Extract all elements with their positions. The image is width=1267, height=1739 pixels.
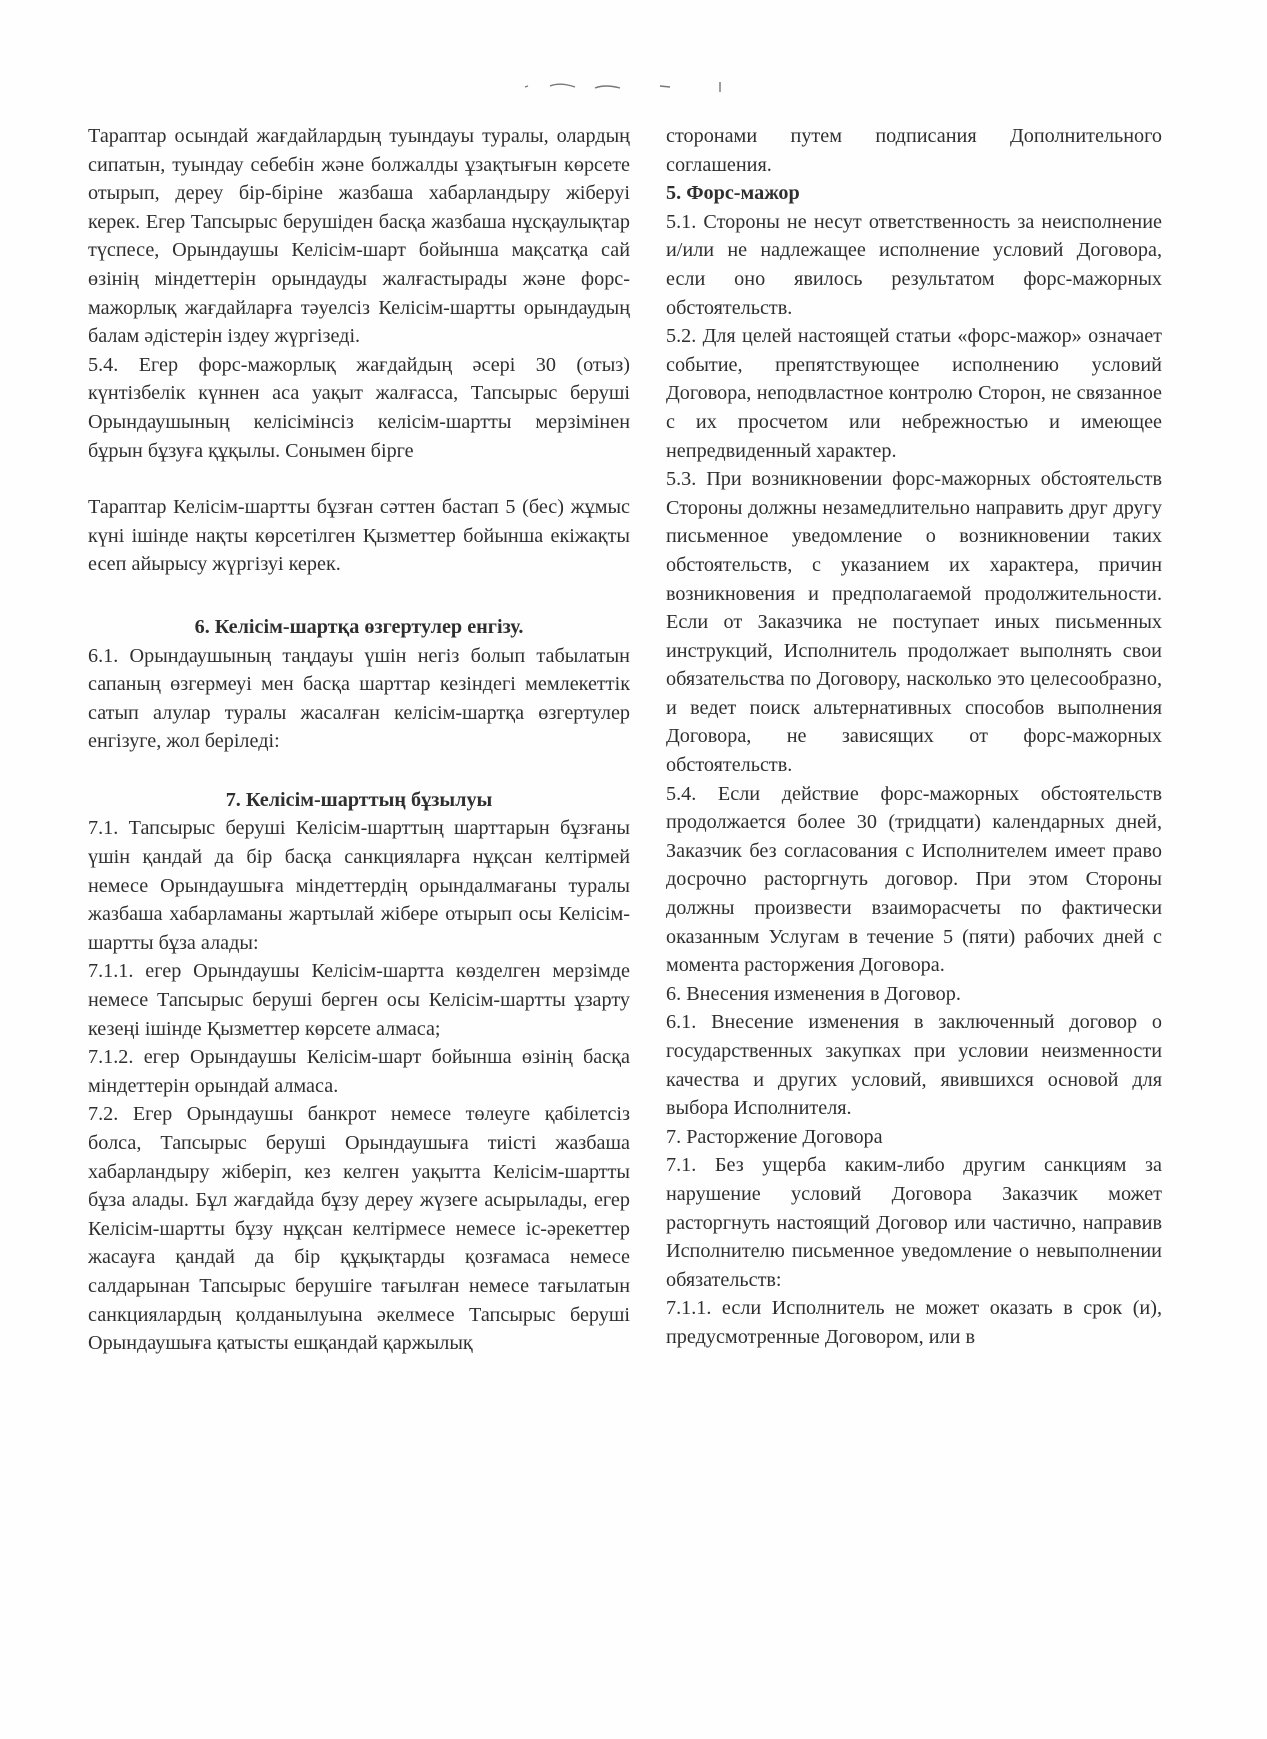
section-6-heading-kz: 6. Келісім-шартқа өзгертулер енгізу. [194, 615, 524, 638]
paragraph-settlement-kz: Тараптар Келісім-шартты бұзған сәттен бастап 5 (бес) жұмыс күні ішінде нақты көрсетілген Қызметтер бойынша екіжақты есеп айырысу жүргізуі керек. [88, 496, 630, 576]
paragraph-parties-notice: Тараптар осындай жағдайлардың туындауы туралы, олардың сипатын, туындау себебін және болжалды ұзақтығын көрсете отырып, дереу бір-біріне жазбаша хабарландыру жіберуі керек. Егер Тапсырыс берушіден басқа жазбаша нұсқаулықтар түспесе, Орындаушы Келісім-шарт бойынша мақсатқа сай өзінің міндеттерін орындауды жалғастырады және форс-мажорлық жағдайларға тәуелсіз Келісім-шартты орындаудың балам әдістерін іздеу жүргізеді. [88, 125, 630, 348]
spacer [88, 756, 630, 786]
paragraph-5-1-ru: 5.1. Стороны не несут ответственность за неисполнение и/или не надлежащее исполнение условий Договора, если оно явилось результатом форс-мажорных обстоятельств. [666, 210, 1162, 319]
paragraph-7-1-ru: 7.1. Без ущерба каким-либо другим санкциям за нарушение условий Договора Заказчик может расторгнуть настоящий Договор или частично, направив Исполнителю письменное уведомление о невыполнении обязательств: [666, 1154, 1162, 1291]
spacer [88, 465, 630, 493]
section-6-heading-ru: 6. Внесения изменения в Договор. [666, 982, 961, 1005]
paragraph-7-1-1-kz: 7.1.1. егер Орындаушы Келісім-шартта көзделген мерзімде немесе Тапсырыс беруші берген осы Келісім-шартты ұзарту кезеңі ішінде Қызметтер көрсете алмаса; [88, 960, 630, 1040]
section-5-heading-ru: 5. Форс-мажор [666, 182, 800, 205]
russian-column [666, 122, 1162, 1352]
paragraph-5-3-ru: 5.3. При возникновении форс-мажорных обстоятельств Стороны должны незамедлительно направить друг другу письменное уведомление о возникновении таких обстоятельств, с указанием их характера, причин возникновения и предполагаемой продолжительности. Если от Заказчика не поступает иных письменных инструкций, Исполнитель продолжает выполнять свои обязательства по Договору, насколько это целесообразно, и ведет поиск альтернативных способов выполнения Договора, не зависящих от форс-мажорных обстоятельств. [666, 468, 1162, 777]
section-7-heading-kz: 7. Келісім-шарттың бұзылуы [225, 788, 493, 811]
paragraph-7-1-2-kz: 7.1.2. егер Орындаушы Келісім-шарт бойынша өзінің басқа міндеттерін орындай алмаса. [88, 1046, 630, 1097]
scan-artifact-mark [520, 80, 740, 94]
paragraph-7-1-1-ru: 7.1.1. если Исполнитель не может оказать в срок (и), предусмотренные Договором, или в [666, 1297, 1162, 1348]
paragraph-7-2-kz: 7.2. Егер Орындаушы банкрот немесе төлеуге қабілетсіз болса, Тапсырыс беруші Орындаушыға тиісті жазбаша хабарландыру жіберіп, кез келген уақытта Келісім-шартты бұза алады. Бұл жағдайда бұзу дереу жүзеге асырылады, егер Келісім-шартты бұзу нұқсан келтірмесе немесе іс-әрекеттер жасауға қандай да бір құқықтарды қозғамаса немесе салдарынан Тапсырыс берушіге тағылған немесе тағылатын санкциялардың қолданылуына әкелмесе Тапсырыс беруші Орындаушыға қатысты ешқандай қаржылық [88, 1103, 630, 1355]
paragraph-5-2-ru: 5.2. Для целей настоящей статьи «форс-мажор» означает событие, препятствующее исполнению условий Договора, неподвластное контролю Сторон, не связанное с их просчетом или небрежностью и имеющее непредвиденный характер. [666, 325, 1162, 462]
paragraph-7-1-kz: 7.1. Тапсырыс беруші Келісім-шарттың шарттарын бұзғаны үшін қандай да бір басқа санкцияларға нұқсан келтірмей немесе Орындаушыға міндеттердің орындалмағаны туралы жазбаша хабарламаны жартылай жібере отырып осы Келісім-шартты бұза алады: [88, 817, 630, 954]
paragraph-5-4-ru: 5.4. Если действие форс-мажорных обстоятельств продолжается более 30 (тридцати) календарных дней, Заказчик без согласования с Исполнителем имеет право досрочно расторгнуть договор. При этом Стороны должны произвести взаиморасчеты по фактически оказанным Услугам в течение 5 (пяти) рабочих дней с момента расторжения Договора. [666, 782, 1162, 977]
kazakh-column [88, 122, 630, 1358]
paragraph-6-1-kz: 6.1. Орындаушының таңдауы үшін негіз болып табылатын сапаның өзгермеуі мен басқа шарттар кезіндегі мемлекеттік сатып алулар туралы жасалған келісім-шартқа өзгертулер енгізуге, жол беріледі: [88, 644, 630, 753]
paragraph-additional-agreement: сторонами путем подписания Дополнительного соглашения. [666, 125, 1162, 176]
paragraph-5-4-kz: 5.4. Егер форс-мажорлық жағдайдың әсері 30 (отыз) күнтізбелік күннен аса уақыт жалғасса, Тапсырыс беруші Орындаушының келісімінсіз келісім-шартты мерзімінен бұрын бұзуға құқылы. Сонымен бірге [88, 353, 630, 462]
paragraph-6-1-ru: 6.1. Внесение изменения в заключенный договор о государственных закупках при условии неизменности качества и других условий, явившихся основой для выбора Исполнителя. [666, 1011, 1162, 1120]
spacer [88, 579, 630, 613]
section-7-heading-ru: 7. Расторжение Договора [666, 1125, 883, 1148]
